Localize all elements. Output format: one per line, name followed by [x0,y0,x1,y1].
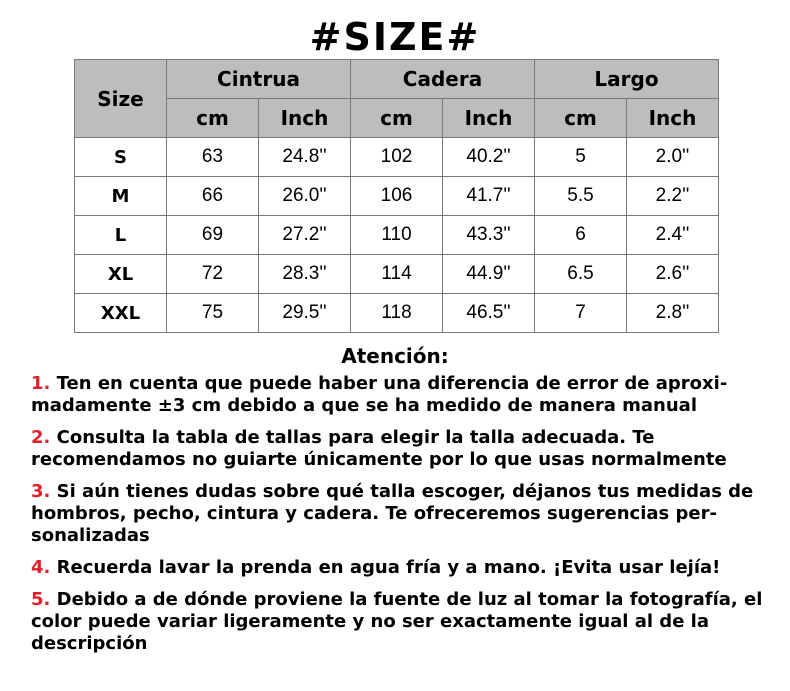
note-text: Consulta la tabla de tallas para elegir la talla adecuada. Te recomendamos no guiarte únicamente por lo que usas normalmente [31,427,727,470]
table-cell: 6.5 [535,255,627,294]
table-cell: 24.8'' [259,138,351,177]
page-title: #SIZE# [309,15,481,59]
table-cell: 72 [167,255,259,294]
note-number: 5. [31,589,51,610]
table-cell: 7 [535,294,627,333]
size-label: M [75,177,167,216]
table-cell: 28.3'' [259,255,351,294]
table-row [75,177,719,216]
group-header-largo: Largo [535,60,719,99]
table-cell: 43.3'' [443,216,535,255]
table-cell: 2.4'' [627,216,719,255]
note-number: 1. [31,373,51,394]
note-item [31,373,776,417]
note-text: Debido a de dónde proviene la fuente de luz al tomar la fotografía, el color puede variar ligeramente y no ser exactamente igual al de la descripción [31,589,763,654]
table-cell: 75 [167,294,259,333]
size-label: XL [75,255,167,294]
table-cell: 6 [535,216,627,255]
table-units-row [75,99,719,138]
table-cell: 118 [351,294,443,333]
note-item [31,427,776,471]
size-column-header: Size [75,60,167,138]
table-row [75,216,719,255]
table-row [75,255,719,294]
group-header-cintrua: Cintrua [167,60,351,99]
group-header-cadera: Cadera [351,60,535,99]
table-cell: 2.6'' [627,255,719,294]
size-label: S [75,138,167,177]
unit-header: cm [351,99,443,138]
table-cell: 110 [351,216,443,255]
size-label: L [75,216,167,255]
table-cell: 46.5'' [443,294,535,333]
table-cell: 44.9'' [443,255,535,294]
table-cell: 41.7'' [443,177,535,216]
table-cell: 29.5'' [259,294,351,333]
note-text: Ten en cuenta que puede haber una diferencia de error de aproxi-madamente ±3 cm debido a que se ha medido de manera manual [31,373,728,416]
table-row [75,294,719,333]
size-label: XXL [75,294,167,333]
unit-header: cm [535,99,627,138]
note-item [31,481,776,547]
attention-heading: Atención: [341,344,449,368]
note-number: 2. [31,427,51,448]
table-cell: 2.2'' [627,177,719,216]
unit-header: Inch [259,99,351,138]
table-cell: 26.0'' [259,177,351,216]
table-cell: 2.0'' [627,138,719,177]
table-cell: 5 [535,138,627,177]
table-cell: 40.2'' [443,138,535,177]
note-number: 3. [31,481,51,502]
unit-header: cm [167,99,259,138]
table-cell: 114 [351,255,443,294]
table-header-row [75,60,719,99]
table-cell: 66 [167,177,259,216]
table-row [75,138,719,177]
note-text: Si aún tienes dudas sobre qué talla escoger, déjanos tus medidas de hombros, pecho, cintura y cadera. Te ofreceremos sugerencias per-sonalizadas [31,481,754,546]
size-table [74,59,719,333]
table-cell: 102 [351,138,443,177]
unit-header: Inch [443,99,535,138]
note-text: Recuerda lavar la prenda en agua fría y a mano. ¡Evita usar lejía! [56,557,721,578]
table-cell: 2.8'' [627,294,719,333]
table-cell: 63 [167,138,259,177]
note-number: 4. [31,557,51,578]
table-cell: 69 [167,216,259,255]
table-cell: 5.5 [535,177,627,216]
notes-list [31,373,776,665]
note-item [31,557,776,579]
unit-header: Inch [627,99,719,138]
table-cell: 106 [351,177,443,216]
note-item [31,589,776,655]
table-cell: 27.2'' [259,216,351,255]
